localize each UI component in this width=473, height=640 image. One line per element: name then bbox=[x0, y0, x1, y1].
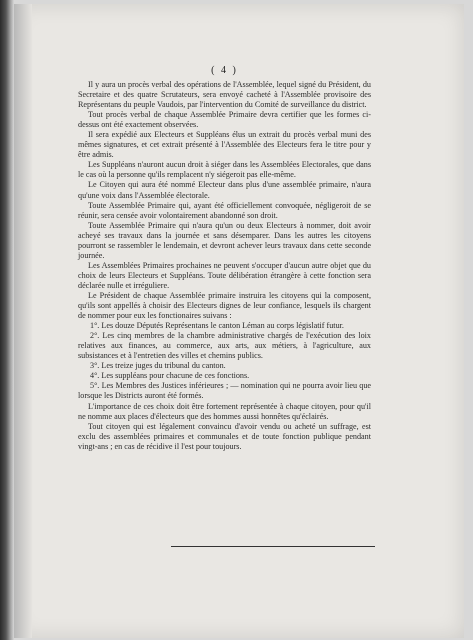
closing-rule bbox=[171, 546, 375, 547]
list-item-deputes: 1°. Les douze Députés Représentans le canton Léman au corps législatif futur. bbox=[90, 321, 344, 331]
paragraph-proces-verbal: Il y aura un procès verbal des opérations de l'Assemblée, lequel signé du Président, du Secretaire et des quatre Scrutateurs, sera envoyé cacheté à l'Assemblée provisoire des Représentans du peuple Vaudois, par l'intervention du Comité de surveillance du district. bbox=[78, 80, 371, 110]
paragraph-abandon: Toute Assemblée Primaire qui, ayant été officiellement convoquée, négligeroit de se réunir, sera censée avoir volontairement abandonné son droit. bbox=[78, 200, 371, 220]
paragraph-importance: L'importance de ces choix doit être fortement représentée à chaque citoyen, pour qu'il ne nomme aux places d'électeurs que des hommes aussi honnêtes qu'éclairés. bbox=[78, 401, 371, 421]
paragraph-supplemens: Les Suppléans n'auront aucun droit à siéger dans les Assemblées Electorales, que dans le cas où la personne qu'ils remplacent n'y siégeroit pas elle-même. bbox=[78, 160, 371, 180]
list-item-suppleans: 4°. Les suppléans pour chacune de ces fonctions. bbox=[90, 371, 250, 381]
paragraph-objet: Les Assemblées Primaires prochaines ne peuvent s'occuper d'aucun autre objet que du choix de leurs Electeurs et Suppléans. Toute délibération étrangère à cette fonction sera déclarée nulle et irréguliere. bbox=[78, 260, 371, 290]
paragraph-certification: Tout procès verbal de chaque Assemblée Primaire devra certifier que les formes ci-dessus ont été exactement observées. bbox=[78, 110, 371, 130]
list-item-justices: 5°. Les Membres des Justices inférieures ; — nomination qui ne pourra avoir lieu que lorsque les Districts auront été formés. bbox=[78, 381, 371, 401]
paragraph-travaux: Toute Assemblée Primaire qui n'aura qu'un ou deux Electeurs à nommer, doit avoir acheyé ses travaux dans la journée et sans désemparer. Dans les autres les citoyens pourront se rassembler le lendemain, et devront achever leurs travaux dans cette seconde journée. bbox=[78, 220, 371, 260]
list-item-juges: 3°. Les treize juges du tribunal du canton. bbox=[90, 361, 226, 371]
paragraph-electeur-voix: Le Citoyen qui aura été nommé Electeur dans plus d'une assemblée primaire, n'aura qu'une voix dans l'Assemblée électorale. bbox=[78, 180, 371, 200]
document-body bbox=[78, 64, 371, 452]
paragraph-corruption: Tout citoyen qui est légalement convaincu d'avoir vendu ou acheté un suffrage, est exclu des assemblées primaires et communales et de toute fonction publique pendant vingt-ans ; en cas de récidive il l'est pour toujours. bbox=[78, 421, 371, 451]
list-item-chambre: 2°. Les cinq membres de la chambre administrative chargés de l'exécution des loix relatives aux finances, au commerce, aux arts, aux métiers, à l'agriculture, aux subsistances et à l'entretien des villes et chemins publics. bbox=[78, 331, 371, 361]
paragraph-president: Le Président de chaque Assemblée primaire instruira les citoyens qui la composent, qu'ils sont appellés à choisir des Electeurs dignes de leur confiance, lesquels ils chargent de nommer pour eux les fonctionaires suivans : bbox=[78, 290, 371, 321]
page-number: ( 4 ) bbox=[211, 65, 238, 76]
paragraph-extrait: Il sera expédié aux Electeurs et Suppléans élus un extrait du procès verbal muni des mêmes signatures, et cet extrait présenté à l'Assemblée des Electeurs fera le titre pour y être admis. bbox=[78, 130, 371, 160]
